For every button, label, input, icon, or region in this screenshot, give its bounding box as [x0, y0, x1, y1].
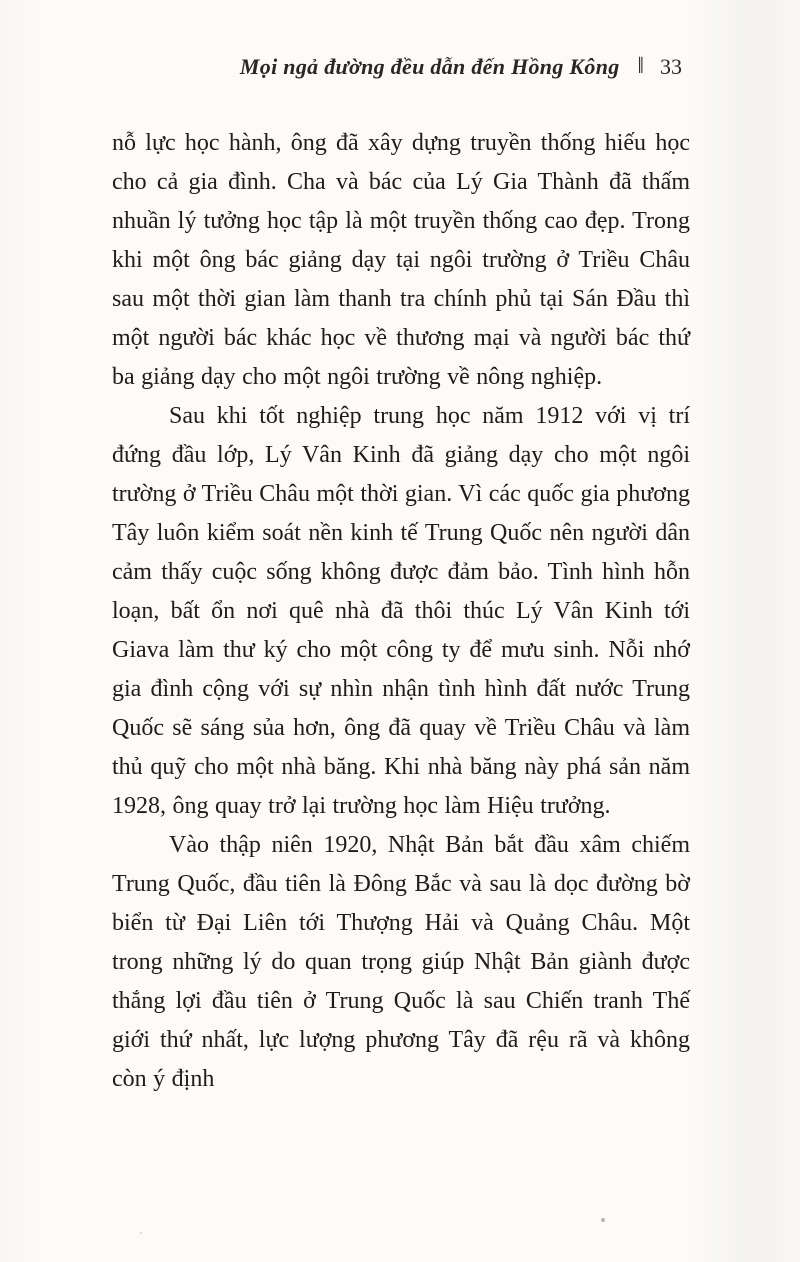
scan-speck — [140, 1232, 142, 1234]
page-number: 33 — [660, 54, 682, 79]
paragraph-1: nỗ lực học hành, ông đã xây dựng truyền thống hiếu học cho cả gia đình. Cha và bác của Lý Gia Thành đã thấm nhuần lý tưởng học tập là một truyền thống cao đẹp. Trong khi một ông bác giảng dạy tại ngôi trường ở Triều Châu sau một thời gian làm thanh tra chính phủ tại Sán Đầu thì một người bác khác học về thương mại và người bác thứ ba giảng dạy cho một ngôi trường về nông nghiệp. — [112, 130, 690, 390]
paragraph-2: Sau khi tốt nghiệp trung học năm 1912 với vị trí đứng đầu lớp, Lý Vân Kinh đã giảng dạy cho một ngôi trường ở Triều Châu một thời gian. Vì các quốc gia phương Tây luôn kiểm soát nền kinh tế Trung Quốc nên người dân cảm thấy cuộc sống không được đảm bảo. Tình hình hỗn loạn, bất ổn nơi quê nhà đã thôi thúc Lý Vân Kinh tới Giava làm thư ký cho một công ty để mưu sinh. Nỗi nhớ gia đình cộng với sự nhìn nhận tình hình đất nước Trung Quốc sẽ sáng sủa hơn, ông đã quay về Triều Châu và làm thủ quỹ cho một nhà băng. Khi nhà băng này phá sản năm 1928, ông quay trở lại trường học làm Hiệu trưởng. — [112, 403, 690, 819]
running-header-title: Mọi ngả đường đều dẫn đến Hồng Kông — [239, 54, 620, 79]
paragraph-3: Vào thập niên 1920, Nhật Bản bắt đầu xâm chiếm Trung Quốc, đầu tiên là Đông Bắc và sau là dọc đường bờ biển từ Đại Liên tới Thượng Hải và Quảng Châu. Một trong những lý do quan trọng giúp Nhật Bản giành được thắng lợi đầu tiên ở Trung Quốc là sau Chiến tranh Thế giới thứ nhất, lực lượng phương Tây đã rệu rã và không còn ý định — [112, 832, 690, 1092]
page-body — [112, 124, 690, 1099]
header-separator: ‖ — [637, 53, 644, 78]
scan-speck — [601, 1218, 605, 1222]
running-header — [112, 54, 682, 80]
